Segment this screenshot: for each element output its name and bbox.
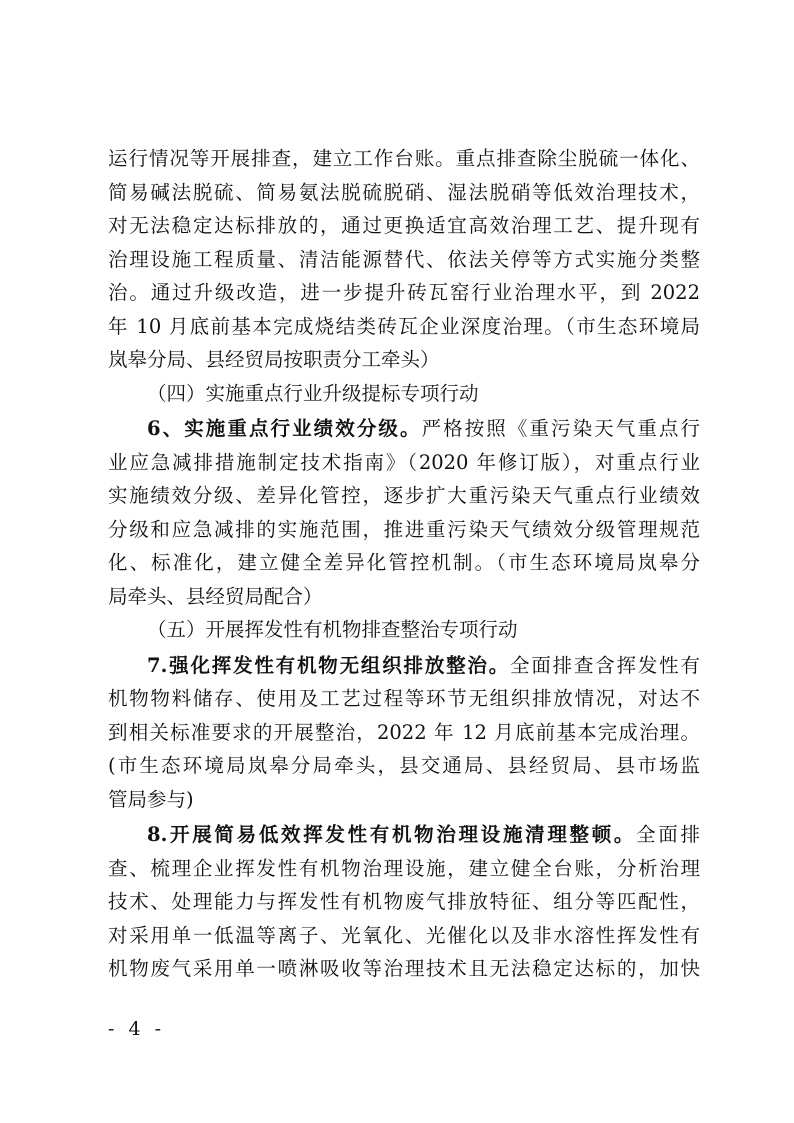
text-line: 业应急减排措施制定技术指南》（2020 年修订版），对重点行业: [108, 450, 700, 474]
text-line: 技术、处理能力与挥发性有机物废气排放特征、组分等匹配性，: [108, 890, 700, 913]
text-line: 到相关标准要求的开展整治，2022 年 12 月底前基本完成治理。: [108, 720, 700, 744]
item-title: 7.强化挥发性有机物无组织排放整治。: [147, 653, 511, 677]
text-line: 运行情况等开展排查，建立工作台账。重点排查除尘脱硫一体化、: [108, 147, 700, 170]
text-line: (市生态环境局岚皋分局牵头，县交通局、县经贸局、县市场监: [108, 754, 700, 777]
page-number: - 4 -: [108, 1018, 166, 1040]
text-line: [108, 412, 700, 446]
text-line: 分级和应急减排的实施范围，推进重污染天气绩效分级管理规范: [108, 517, 700, 541]
item-title: 6、实施重点行业绩效分级。: [147, 417, 422, 440]
text-line: 管局参与): [108, 787, 194, 811]
text-line: 查、梳理企业挥发性有机物治理设施，建立健全台账，分析治理: [108, 856, 700, 880]
text-line: 治理设施工程质量、清洁能源替代、依法关停等方式实施分类整: [108, 247, 700, 271]
text-line: 实施绩效分级、差异化管控，逐步扩大重污染天气重点行业绩效: [108, 484, 700, 507]
text-line: 机物物料储存、使用及工艺过程等环节无组织排放情况，对达不: [108, 687, 700, 710]
text-line: 岚皋分局、县经贸局按职责分工牵头）: [108, 348, 440, 371]
text-line: 局牵头、县经贸局配合）: [108, 584, 323, 608]
item-title: 8.开展简易低效挥发性有机物治理设施清理整顿。: [147, 823, 637, 846]
text-line: 年 10 月底前基本完成烧结类砖瓦企业深度治理。（市生态环境局: [108, 314, 700, 338]
item-text: 全面排: [636, 823, 700, 846]
section-heading-5: （五）开展挥发性有机物排查整治专项行动: [147, 618, 518, 641]
text-line: [108, 649, 700, 683]
item-text: 严格按照《重污染天气重点行: [421, 417, 700, 440]
paragraph-item-6: [108, 412, 700, 613]
text-line: 治。通过升级改造，进一步提升砖瓦窑行业治理水平，到 2022: [108, 281, 700, 304]
section-heading-4: （四）实施重点行业升级提标专项行动: [147, 381, 479, 405]
document-body: [108, 142, 700, 986]
text-line: 对采用单一低温等离子、光氧化、光催化以及非水溶性挥发性有: [108, 923, 700, 947]
paragraph-item-8: [108, 818, 700, 986]
text-line: 机物废气采用单一喷淋吸收等治理技术且无法稳定达标的，加快: [108, 957, 700, 980]
text-line: 化、标准化，建立健全差异化管控机制。（市生态环境局岚皋分: [108, 551, 700, 574]
paragraph-item-7: [108, 649, 700, 817]
paragraph-continuation: [108, 142, 700, 377]
text-line: 简易碱法脱硫、简易氨法脱硫脱硝、湿法脱硝等低效治理技术，: [108, 180, 700, 204]
item-text: 全面排查含挥发性有: [510, 653, 700, 677]
text-line: 对无法稳定达标排放的，通过更换适宜高效治理工艺、提升现有: [108, 214, 700, 237]
text-line: [108, 818, 700, 852]
